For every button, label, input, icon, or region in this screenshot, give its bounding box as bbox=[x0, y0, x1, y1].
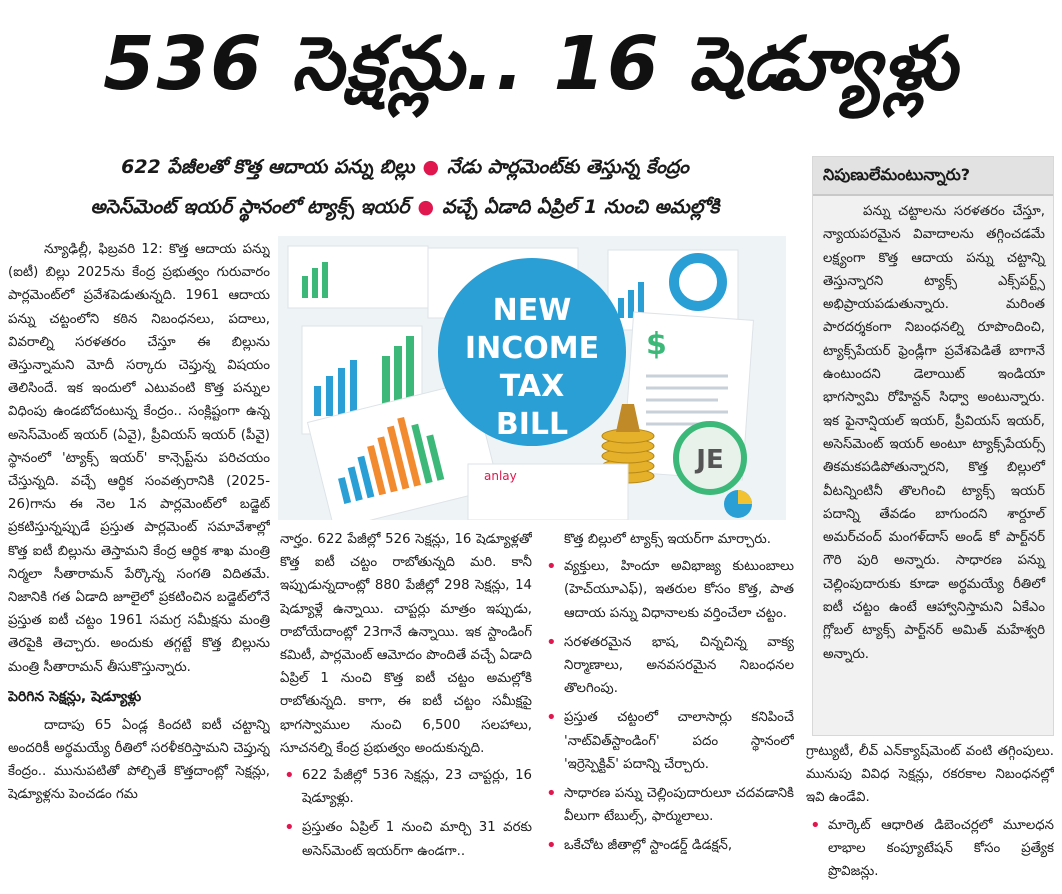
illustration-image bbox=[278, 236, 786, 520]
subhead-1b: నేడు పార్లమెంట్‌కు తెస్తున్న కేంద్రం bbox=[447, 156, 689, 178]
fact-list bbox=[806, 814, 1054, 884]
subhead-line-2 bbox=[0, 196, 810, 223]
list-item: • మార్కెట్ ఆధారిత డిబెంచర్లలో మూలధన లాభాల కంప్యూటేషన్ కోసం ప్రత్యేక ప్రొవిజన్లు. bbox=[806, 814, 1054, 884]
list-item: • వ్యక్తులు, హిందూ అవిభాజ్య కుటుంబాలు (హెచ్‌యూఎఫ్), ఇతరుల కోసం కొత్త, పాత ఆదాయ పన్ను విధానాలకు వర్తించేలా చట్టం. bbox=[542, 555, 794, 625]
fact-list bbox=[542, 555, 794, 857]
article-paragraph: న్యూఢిల్లీ, ఫిబ్రవరి 12: కొత్త ఆదాయ పన్ను (ఐటీ) బిల్లు 2025ను కేంద్ర ప్రభుత్వం గురువారం పార్లమెంట్‌లో ప్రవేశపెడుతున్నది. 1961 ఆదాయ పన్ను చట్టంలోని కఠిన నిబంధనలు, పదాలు, వివరాల్ని సరళతరం చేస్తూ ఈ బిల్లును తెస్తున్నామని మోదీ సర్కారు చెప్తున్న విషయం తెలిసిందే. ఇక ఇందులో ఎటువంటి కొత్త పన్నుల విధింపు ఉండబోదంటున్న కేంద్రం.. సంక్లిష్టంగా ఉన్న అసెస్‌మెంట్ ఇయర్ (ఏవై), ప్రీవియస్ ఇయర్ (పీవై) స్థానంలో 'ట్యాక్స్ ఇయర్' కాన్సెప్ట్‌ను పరిచయం చేస్తున్నది. వచ్చే ఆర్థిక సంవత్సరానికి (2025-26)గాను ఈ నెల 1న పార్లమెంట్‌లో బడ్జెట్ ప్రకటిస్తున్నప్పుడే ప్రస్తుత పార్లమెంట్ సమావేశాల్లో కొత్త ఐటీ బిల్లును తెస్తామని కేంద్ర ఆర్థిక శాఖ మంత్రి నిర్మలా సీతారామన్ పేర్కొన్న సంగతి విదితమే. నిజానికి గత ఏడాది జూలైలో ప్రకటించిన బడ్జెట్‌లోనే ప్రస్తుత ఐటీ చట్టం 1961 సమగ్ర సమీక్షను మంత్రి తెరపైకి తెచ్చారు. అందుకు తగ్గట్టే కొత్త బిల్లును మంత్రి సీతారామన్ తీసుకొస్తున్నారు. bbox=[8, 242, 270, 675]
bullet-icon: ● bbox=[417, 196, 435, 218]
illustration-graphic bbox=[278, 236, 786, 520]
article-paragraph: దాదాపు 65 ఏండ్ల కిందటి ఐటీ చట్టాన్ని అందరికీ అర్థమయ్యే రీతిలో సరళీకరిస్తామని చెప్తున్న కేంద్రం.. మునుపటితో పోల్చితే కొత్తదాంట్లో సెక్షన్లు, షెడ్యూళ్లను పెంచడం గమ bbox=[8, 717, 270, 803]
article-paragraph: గ్రాట్యుటీ, లీవ్ ఎన్‌క్యాష్‌మెంట్ వంటి తగ్గింపులు. మునుపు వివిధ సెక్షన్లు, రకరకాల నిబంధనల్లో ఇవి ఉండేవి. bbox=[806, 744, 1054, 806]
stamp-text: JE bbox=[696, 445, 724, 475]
section-heading: పెరిగిన సెక్షన్లు, షెడ్యూళ్లు bbox=[8, 688, 142, 705]
logo-text: anlay bbox=[484, 469, 517, 483]
list-item: • ప్రస్తుతం ఏప్రిల్ 1 నుంచి మార్చి 31 వరకు అసెస్‌మెంట్ ఇయర్‌గా ఉండగా.. bbox=[280, 816, 532, 862]
article-column-2 bbox=[280, 528, 532, 890]
subhead-2b: వచ్చే ఏడాది ఏప్రిల్ 1 నుంచి అమల్లోకి bbox=[442, 196, 720, 218]
fact-list bbox=[280, 764, 532, 863]
article-column-3 bbox=[542, 528, 794, 890]
subhead-1a: 622 పేజీలతో కొత్త ఆదాయ పన్ను బిల్లు bbox=[121, 156, 415, 178]
badge-line: BILL bbox=[495, 407, 569, 442]
badge-line: NEW bbox=[492, 293, 572, 328]
sidebox-body: పన్ను చట్టాలను సరళతరం చేస్తూ, న్యాయపరమైన వివాదాలను తగ్గించడమే లక్ష్యంగా కొత్త ఆదాయ పన్ను చట్టాన్ని తెస్తున్నారని ట్యాక్స్ ఎక్స్‌పర్ట్స్ అభిప్రాయపడుతున్నారు. మరింత పారదర్శకంగా నిబంధనల్ని రూపొందించి, ట్యాక్స్‌పేయర్ ఫ్రెండ్లీగా ప్రవేశపెడితే బాగానే ఉంటుందని డెలాయిట్ ఇండియా భాగస్వామి రోహిన్టన్ సిధ్వా అంటున్నారు. ఇక ఫైనాన్షియల్ ఇయర్, ప్రీవియస్ ఇయర్, అసెస్‌మెంట్ ఇయర్ అంటూ ట్యాక్స్‌పేయర్స్ తికమకపడిపోతున్నారని, కొత్త బిల్లులో వీటన్నింటినీ తొలగించి ట్యాక్స్ ఇయర్ పదాన్ని తేవడం బాగుందని శార్దూల్ అమర్‌చంద్ మంగళ్‌దాస్ అండ్ కో పార్ట్‌నర్ గౌరి పురి అన్నారు. సాధారణ పన్ను చెల్లింపుదారుకు కూడా అర్థమయ్యే రీతిలో ఐటీ చట్టం ఉంటే ఆహ్వానిస్తామని ఏకేఎం గ్లోబల్ ట్యాక్స్ పార్ట్‌నర్ అమిత్ మహేశ్వరి అన్నారు. bbox=[823, 204, 1045, 662]
sidebox-title: నిపుణులేమంటున్నారు? bbox=[813, 157, 1053, 196]
list-item: • సరళతరమైన భాష, చిన్నచిన్న వాక్య నిర్మాణాలు, అనవసరమైన నిబంధనల తొలగింపు. bbox=[542, 631, 794, 701]
bullet-icon: ● bbox=[422, 156, 440, 178]
article-paragraph: నార్హం. 622 పేజీల్లో 526 సెక్షన్లు, 16 షెడ్యూళ్లతో కొత్త ఐటీ చట్టం రాబోతున్నది మరి. కానీ ఇప్పుడున్నదాంట్లో 880 పేజీల్లో 298 సెక్షన్లు, 14 షెడ్యూళ్లే ఉన్నాయి. చాప్టర్లు మాత్రం ఇప్పుడు, రాబోయేదాంట్లో 23గానే ఉన్నాయి. ఇక స్టాండింగ్ కమిటీ, పార్లమెంట్ ఆమోదం పొందితే వచ్చే ఏడాది ఏప్రిల్ 1 నుంచి కొత్త ఐటీ చట్టం అమల్లోకి రాబోతున్నది. కాగా, ఈ ఐటీ చట్టం సమీక్షపై భాగస్వాముల నుంచి 6,500 సలహాలు, సూచనల్ని కేంద్ర ప్రభుత్వం అందుకున్నది. bbox=[280, 532, 532, 756]
article-column-1 bbox=[8, 238, 270, 890]
list-item: • 622 పేజీల్లో 536 సెక్షన్లు, 23 చాప్టర్లు, 16 షెడ్యూళ్లు. bbox=[280, 764, 532, 810]
subhead-2a: అసెస్‌మెంట్ ఇయర్ స్థానంలో ట్యాక్స్ ఇయర్ bbox=[90, 196, 410, 218]
list-item: • ప్రస్తుత చట్టంలో చాలాసార్లు కనిపించే 'నాట్‌విత్‌స్టాండింగ్' పదం స్థానంలో 'ఇర్రెస్పెక్టివ్' పదాన్ని చేర్చారు. bbox=[542, 706, 794, 776]
svg-text:$: $ bbox=[646, 327, 667, 362]
headline: 536 సెక్షన్లు.. 16 షెడ్యూళ్లు bbox=[103, 21, 959, 107]
badge-line: INCOME bbox=[464, 331, 600, 366]
article-column-4 bbox=[806, 740, 1054, 890]
article-paragraph: కొత్త బిల్లులో ట్యాక్స్ ఇయర్‌గా మార్చారు. bbox=[564, 532, 771, 547]
expert-opinion-box bbox=[812, 156, 1054, 736]
badge-line: TAX bbox=[499, 369, 565, 404]
list-item: • ఒకేచోట జీతాల్లో స్టాండర్డ్ డిడక్షన్, bbox=[542, 834, 794, 857]
subhead-line-1 bbox=[0, 156, 810, 183]
list-item: • సాధారణ పన్ను చెల్లింపుదారులూ చదవడానికి వీలుగా టేబుల్స్, ఫార్ములాలు. bbox=[542, 782, 794, 828]
